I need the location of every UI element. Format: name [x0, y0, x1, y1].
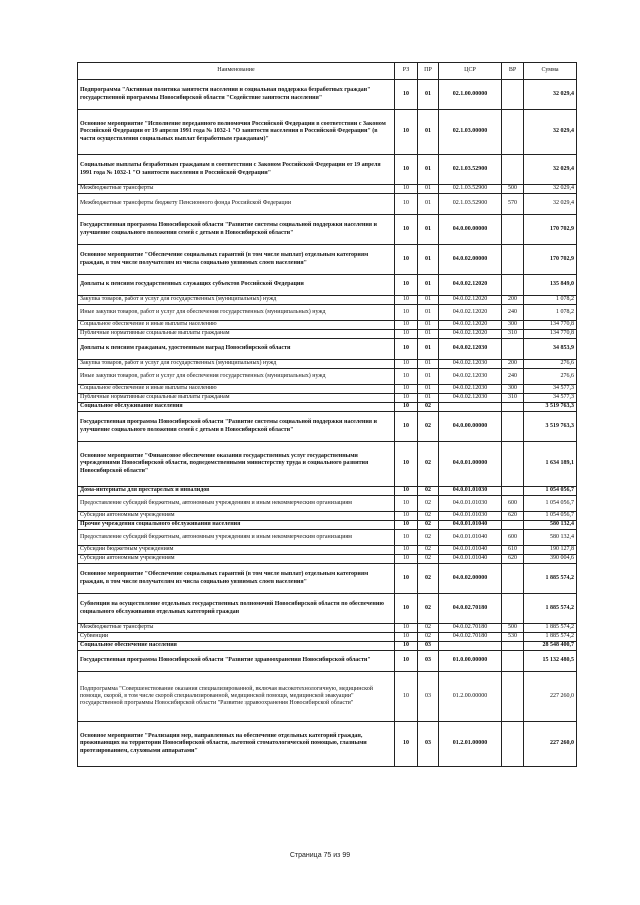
row-sum: 1 054 056,7: [524, 512, 577, 521]
row-name: Закупка товаров, работ и услуг для государственных (муниципальных) нужд: [78, 296, 395, 305]
row-sum: 32 029,4: [524, 194, 577, 215]
row-name: Иные закупки товаров, работ и услуг для обеспечения государственных (муниципальных) нужд: [78, 305, 395, 321]
row-pr: 02: [418, 412, 439, 442]
row-name: Иные закупки товаров, работ и услуг для обеспечения государственных (муниципальных) нужд: [78, 369, 395, 385]
row-csr: 04.0.02.12030: [439, 360, 502, 369]
row-pr: 01: [418, 321, 439, 330]
row-sum: 134 770,8: [524, 321, 577, 330]
row-csr: 04.0.00.00000: [439, 215, 502, 245]
row-pr: 01: [418, 339, 439, 360]
row-name: Социальное обеспечение и иные выплаты населению: [78, 321, 395, 330]
row-csr: 04.0.02.00000: [439, 245, 502, 275]
row-sum: 1 885 574,2: [524, 564, 577, 594]
table-row: [78, 487, 577, 496]
row-pr: 03: [418, 722, 439, 767]
row-vr: [502, 594, 524, 624]
row-vr: 600: [502, 530, 524, 546]
row-pr: 01: [418, 369, 439, 385]
table-row: [78, 651, 577, 672]
row-sum: 3 519 763,3: [524, 412, 577, 442]
row-vr: [502, 412, 524, 442]
row-rz: 10: [395, 385, 418, 394]
table-row: [78, 672, 577, 722]
row-csr: 02.1.03.00000: [439, 110, 502, 155]
row-rz: 10: [395, 642, 418, 651]
table-row: [78, 321, 577, 330]
row-vr: 240: [502, 369, 524, 385]
row-sum: 1 885 574,2: [524, 594, 577, 624]
row-csr: 04.0.00.00000: [439, 412, 502, 442]
row-vr: 310: [502, 394, 524, 403]
row-name: Государственная программа Новосибирской области "Развитие системы социальной поддержки населения и улучшение социального положения семей с детьми в Новосибирской области": [78, 215, 395, 245]
row-rz: 10: [395, 564, 418, 594]
budget-table: [77, 62, 577, 767]
table-row: [78, 155, 577, 185]
row-csr: 01.0.00.00000: [439, 651, 502, 672]
row-rz: 10: [395, 487, 418, 496]
table-row: [78, 296, 577, 305]
row-rz: 10: [395, 185, 418, 194]
row-name: Дома-интернаты для престарелых и инвалидов: [78, 487, 395, 496]
row-sum: 276,6: [524, 360, 577, 369]
row-pr: 01: [418, 305, 439, 321]
row-csr: 04.0.02.12030: [439, 385, 502, 394]
row-vr: 570: [502, 194, 524, 215]
row-sum: 227 260,0: [524, 722, 577, 767]
header-vr: ВР: [502, 63, 524, 80]
row-sum: 580 132,4: [524, 521, 577, 530]
row-csr: 04.0.02.00000: [439, 564, 502, 594]
header-rz: РЗ: [395, 63, 418, 80]
table-row: [78, 496, 577, 512]
row-pr: 02: [418, 564, 439, 594]
row-sum: 390 004,6: [524, 555, 577, 564]
row-name: Основное мероприятие "Исполнение переданного полномочия Российской Федерации в соответствии с Законом Российской Федерации от 19 апреля 1991 года № 1032-1 "О занятости населения в Российской Федерации" (в части осуществления социальных выплат безработным гражданам)": [78, 110, 395, 155]
row-pr: 02: [418, 555, 439, 564]
row-sum: 1 078,2: [524, 296, 577, 305]
row-rz: 10: [395, 369, 418, 385]
row-sum: 34 853,9: [524, 339, 577, 360]
row-pr: 02: [418, 546, 439, 555]
row-sum: 34 577,3: [524, 394, 577, 403]
row-csr: 04.0.02.12020: [439, 305, 502, 321]
table-row: [78, 546, 577, 555]
table-row: [78, 330, 577, 339]
row-vr: 200: [502, 296, 524, 305]
row-pr: 02: [418, 624, 439, 633]
row-vr: 530: [502, 633, 524, 642]
row-name: Основное мероприятие "Обеспечение социальных гарантий (в том числе выплат) отдельным категориям граждан, в том числе получателям из числа социально уязвимых слоев населения": [78, 245, 395, 275]
row-sum: 32 029,4: [524, 80, 577, 110]
row-sum: 580 132,4: [524, 530, 577, 546]
row-rz: 10: [395, 215, 418, 245]
table-row: [78, 360, 577, 369]
row-csr: 01.2.01.00000: [439, 722, 502, 767]
row-sum: 1 054 056,7: [524, 487, 577, 496]
row-pr: 03: [418, 651, 439, 672]
row-rz: 10: [395, 512, 418, 521]
row-sum: 1 054 056,7: [524, 496, 577, 512]
header-name: Наименование: [78, 63, 395, 80]
row-name: Доплаты к пенсиям государственных служащих субъектов Российской Федерации: [78, 275, 395, 296]
row-vr: [502, 339, 524, 360]
row-name: Предоставление субсидий бюджетным, автономным учреждениям и иным некоммерческим организациям: [78, 496, 395, 512]
row-rz: 10: [395, 394, 418, 403]
row-pr: 01: [418, 80, 439, 110]
row-sum: 170 702,9: [524, 215, 577, 245]
row-name: Публичные нормативные социальные выплаты гражданам: [78, 330, 395, 339]
row-rz: 10: [395, 546, 418, 555]
row-sum: 170 702,9: [524, 245, 577, 275]
row-vr: 600: [502, 496, 524, 512]
table-row: [78, 185, 577, 194]
table-row: [78, 80, 577, 110]
row-name: Межбюджетные трансферты: [78, 185, 395, 194]
row-csr: 04.0.01.01040: [439, 546, 502, 555]
row-rz: 10: [395, 555, 418, 564]
row-pr: 02: [418, 521, 439, 530]
row-sum: 32 029,4: [524, 155, 577, 185]
row-rz: 10: [395, 624, 418, 633]
row-csr: 04.0.02.12030: [439, 339, 502, 360]
row-pr: 01: [418, 394, 439, 403]
row-rz: 10: [395, 360, 418, 369]
row-csr: 04.0.01.01030: [439, 512, 502, 521]
row-name: Социальные выплаты безработным гражданам в соответствии с Законом Российской Федерации от 19 апреля 1991 года № 1032-1 "О занятости населения в Российской Федерации": [78, 155, 395, 185]
row-pr: 02: [418, 442, 439, 487]
row-csr: 04.0.02.70180: [439, 594, 502, 624]
row-csr: 04.0.02.12020: [439, 330, 502, 339]
table-row: [78, 624, 577, 633]
row-csr: 02.1.03.52900: [439, 155, 502, 185]
row-rz: 10: [395, 305, 418, 321]
table-row: [78, 403, 577, 412]
row-rz: 10: [395, 245, 418, 275]
row-sum: 15 132 480,5: [524, 651, 577, 672]
row-sum: 1 634 189,1: [524, 442, 577, 487]
row-pr: 02: [418, 512, 439, 521]
row-csr: 04.0.01.01040: [439, 521, 502, 530]
row-name: Доплаты к пенсиям гражданам, удостоенным наград Новосибирской области: [78, 339, 395, 360]
row-rz: 10: [395, 330, 418, 339]
row-rz: 10: [395, 633, 418, 642]
row-rz: 10: [395, 296, 418, 305]
header-sum: Сумма: [524, 63, 577, 80]
row-vr: 620: [502, 512, 524, 521]
row-sum: 1 885 574,2: [524, 633, 577, 642]
row-csr: 04.0.02.12020: [439, 321, 502, 330]
row-vr: [502, 672, 524, 722]
row-vr: [502, 215, 524, 245]
table-header-row: [78, 63, 577, 80]
row-pr: 01: [418, 110, 439, 155]
table-row: [78, 215, 577, 245]
row-vr: 240: [502, 305, 524, 321]
row-sum: 32 029,4: [524, 110, 577, 155]
row-sum: 3 519 763,3: [524, 403, 577, 412]
table-row: [78, 633, 577, 642]
row-vr: 610: [502, 546, 524, 555]
table-row: [78, 564, 577, 594]
row-vr: [502, 642, 524, 651]
row-pr: 01: [418, 296, 439, 305]
row-name: Субсидии бюджетным учреждениям: [78, 546, 395, 555]
row-vr: [502, 487, 524, 496]
row-rz: 10: [395, 496, 418, 512]
row-vr: 620: [502, 555, 524, 564]
row-name: Социальное обеспечение населения: [78, 642, 395, 651]
row-csr: 04.0.01.01040: [439, 530, 502, 546]
row-vr: 500: [502, 624, 524, 633]
row-name: Субсидии автономным учреждениям: [78, 512, 395, 521]
row-rz: 10: [395, 594, 418, 624]
row-name: Субсидии автономным учреждениям: [78, 555, 395, 564]
row-vr: 500: [502, 185, 524, 194]
table-row: [78, 275, 577, 296]
row-vr: [502, 403, 524, 412]
row-vr: 310: [502, 330, 524, 339]
row-rz: 10: [395, 651, 418, 672]
table-row: [78, 594, 577, 624]
row-vr: [502, 110, 524, 155]
row-name: Социальное обеспечение и иные выплаты населению: [78, 385, 395, 394]
table-row: [78, 305, 577, 321]
table-row: [78, 512, 577, 521]
row-rz: 10: [395, 321, 418, 330]
page-number: Страница 75 из 99: [289, 852, 351, 859]
row-pr: 02: [418, 633, 439, 642]
row-sum: 32 029,4: [524, 185, 577, 194]
row-rz: 10: [395, 530, 418, 546]
row-name: Предоставление субсидий бюджетным, автономным учреждениям и иным некоммерческим организациям: [78, 530, 395, 546]
table-row: [78, 442, 577, 487]
row-name: Субвенции: [78, 633, 395, 642]
row-sum: 134 770,8: [524, 330, 577, 339]
row-csr: 01.2.00.00000: [439, 672, 502, 722]
row-csr: [439, 642, 502, 651]
table-row: [78, 245, 577, 275]
row-csr: 02.1.03.52900: [439, 185, 502, 194]
row-sum: 1 885 574,2: [524, 624, 577, 633]
row-sum: 190 127,8: [524, 546, 577, 555]
row-pr: 01: [418, 330, 439, 339]
table-row: [78, 412, 577, 442]
row-pr: 01: [418, 245, 439, 275]
table-row: [78, 642, 577, 651]
row-csr: 04.0.01.01030: [439, 496, 502, 512]
row-sum: 28 548 400,7: [524, 642, 577, 651]
row-pr: 03: [418, 642, 439, 651]
row-name: Основное мероприятие "Обеспечение социальных гарантий (в том числе выплат) отдельным категориям граждан, в том числе получателям из числа социально уязвимых слоев населения": [78, 564, 395, 594]
row-rz: 10: [395, 403, 418, 412]
table-row: [78, 394, 577, 403]
row-rz: 10: [395, 110, 418, 155]
row-vr: [502, 245, 524, 275]
row-pr: 03: [418, 672, 439, 722]
row-vr: [502, 722, 524, 767]
table-row: [78, 530, 577, 546]
row-sum: 227 260,0: [524, 672, 577, 722]
row-vr: 300: [502, 321, 524, 330]
row-name: Основное мероприятие "Финансовое обеспечение оказания государственных услуг государственными учреждениями Новосибирской области, подведомственными министерству труда и социального развития Новосибирской области": [78, 442, 395, 487]
row-name: Основное мероприятие "Реализация мер, направленных на обеспечение отдельных категорий граждан, проживающих на территории Новосибирской области, льготной стоматологической помощью, глазными протезированием, слуховыми аппаратами": [78, 722, 395, 767]
row-pr: 02: [418, 594, 439, 624]
row-pr: 01: [418, 185, 439, 194]
row-csr: 04.0.02.12030: [439, 394, 502, 403]
header-csr: ЦСР: [439, 63, 502, 80]
row-pr: 01: [418, 385, 439, 394]
row-pr: 02: [418, 403, 439, 412]
table-row: [78, 521, 577, 530]
table-row: [78, 339, 577, 360]
row-name: Государственная программа Новосибирской области "Развитие системы социальной поддержки населения и улучшение социального положения семей с детьми в Новосибирской области": [78, 412, 395, 442]
row-pr: 01: [418, 194, 439, 215]
row-vr: [502, 442, 524, 487]
row-rz: 10: [395, 155, 418, 185]
row-vr: [502, 521, 524, 530]
row-vr: [502, 275, 524, 296]
row-sum: 34 577,3: [524, 385, 577, 394]
row-csr: 04.0.01.01040: [439, 555, 502, 564]
row-vr: 200: [502, 360, 524, 369]
table-row: [78, 722, 577, 767]
row-csr: 04.0.02.70180: [439, 633, 502, 642]
row-vr: [502, 651, 524, 672]
row-csr: 04.0.02.12030: [439, 369, 502, 385]
row-sum: 1 078,2: [524, 305, 577, 321]
row-rz: 10: [395, 722, 418, 767]
table-row: [78, 385, 577, 394]
row-pr: 02: [418, 487, 439, 496]
row-name: Государственная программа Новосибирской области "Развитие здравоохранения Новосибирской области": [78, 651, 395, 672]
row-name: Межбюджетные трансферты: [78, 624, 395, 633]
row-rz: 10: [395, 672, 418, 722]
row-sum: 276,6: [524, 369, 577, 385]
row-vr: 300: [502, 385, 524, 394]
table-row: [78, 555, 577, 564]
row-rz: 10: [395, 442, 418, 487]
row-csr: 04.0.02.12020: [439, 296, 502, 305]
header-pr: ПР: [418, 63, 439, 80]
row-pr: 01: [418, 360, 439, 369]
row-csr: [439, 403, 502, 412]
row-sum: 135 849,0: [524, 275, 577, 296]
row-csr: 04.0.02.70180: [439, 624, 502, 633]
row-csr: 04.0.01.01030: [439, 487, 502, 496]
row-rz: 10: [395, 194, 418, 215]
row-name: Подпрограмма "Активная политика занятости населения и социальная поддержка безработных граждан" государственной программы Новосибирской области "Содействие занятости населения": [78, 80, 395, 110]
table-row: [78, 369, 577, 385]
row-csr: 04.0.02.12020: [439, 275, 502, 296]
row-rz: 10: [395, 412, 418, 442]
table-row: [78, 110, 577, 155]
row-csr: 04.0.01.00000: [439, 442, 502, 487]
row-rz: 10: [395, 521, 418, 530]
row-pr: 01: [418, 155, 439, 185]
row-name: Прочие учреждения социального обслуживания населения: [78, 521, 395, 530]
row-csr: 02.1.03.52900: [439, 194, 502, 215]
row-csr: 02.1.00.00000: [439, 80, 502, 110]
row-name: Социальное обслуживание населения: [78, 403, 395, 412]
table-row: [78, 194, 577, 215]
row-name: Закупка товаров, работ и услуг для государственных (муниципальных) нужд: [78, 360, 395, 369]
row-name: Подпрограмма "Совершенствование оказания специализированной, включая высокотехнологичную, медицинской помощи, скорой, в том числе скорой специализированной, медицинской помощи, медицинской эвакуации" государственной программы Новосибирской области "Развитие здравоохранения Новосибирской области": [78, 672, 395, 722]
row-pr: 02: [418, 530, 439, 546]
row-name: Межбюджетные трансферты бюджету Пенсионного фонда Российской Федерации: [78, 194, 395, 215]
row-name: Публичные нормативные социальные выплаты гражданам: [78, 394, 395, 403]
row-rz: 10: [395, 339, 418, 360]
row-vr: [502, 155, 524, 185]
row-pr: 01: [418, 215, 439, 245]
row-rz: 10: [395, 275, 418, 296]
row-rz: 10: [395, 80, 418, 110]
row-pr: 01: [418, 275, 439, 296]
row-pr: 02: [418, 496, 439, 512]
row-vr: [502, 80, 524, 110]
row-vr: [502, 564, 524, 594]
row-name: Субвенции на осуществление отдельных государственных полномочий Новосибирской области по обеспечению социального обслуживания отдельных категорий граждан: [78, 594, 395, 624]
